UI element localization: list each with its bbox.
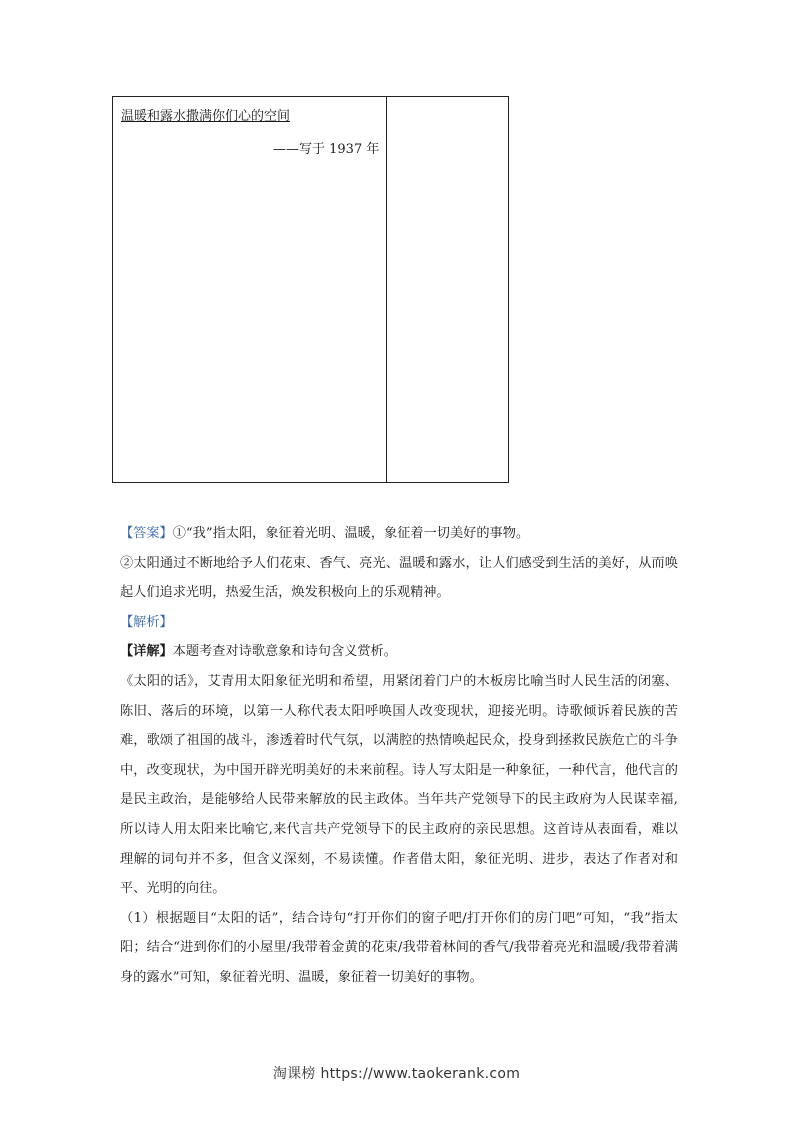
poem-table xyxy=(112,96,509,483)
answer-text-1: ①“我”指太阳，象征着光明、温暖，象征着一切美好的事物。 xyxy=(172,526,530,541)
footer-watermark: 淘课榜 https://www.taokerank.com xyxy=(272,1066,521,1082)
analysis-tag: 【解析】 xyxy=(120,614,173,630)
poem-last-line: 温暖和露水撒满你们心的空间 xyxy=(121,109,291,124)
answer-text-2: ②太阳通过不断地给予人们花束、香气、亮光、温暖和露水，让人们感受到生活的美好，从而唤起人们追求光明，热爱生活，焕发积极向上的乐观精神。 xyxy=(120,555,678,601)
answer-line-2 xyxy=(120,549,678,608)
detail-intro: 本题考查对诗歌意象和诗句含义赏析。 xyxy=(172,644,397,660)
answer-line-1 xyxy=(120,519,678,549)
analysis-heading xyxy=(120,608,678,638)
question-1-explanation: （1）根据题目“太阳的话”，结合诗句“打开你们的窗子吧/打开你们的房门吧”可知，“我”指太阳；结合“进到你们的小屋里/我带着金黄的花束/我带着林间的香气/我带着亮光和温暖/我带着满身的露水”可知，象征着光明、温暖，象征着一切美好的事物。 xyxy=(120,910,678,985)
poem-signature: ——写于 1937 年 xyxy=(273,142,380,157)
answer-tag: 【答案】 xyxy=(120,526,173,541)
detail-intro-line xyxy=(120,637,678,667)
detail-tag: 【详解】 xyxy=(120,644,173,660)
answer-explanation xyxy=(120,519,678,993)
table-column-divider xyxy=(386,97,387,482)
detail-body: 《太阳的话》，艾青用太阳象征光明和希望，用紧闭着门户的木板房比喻当时人民生活的闭塞、陈旧、落后的环境，以第一人称代表太阳呼唤国人改变现状，迎接光明。诗歌倾诉着民族的苦难，歌颂了祖国的战斗，渗透着时代气氛，以满腔的热情唤起民众，投身到拯救民族危亡的斗争中，改变现状，为中国开辟光明美好的未来前程。诗人写太阳是一种象征，一种代言，他代言的是民主政治，是能够给人民带来解放的民主政体。当年共产党领导下的民主政府为人民谋幸福,所以诗人用太阳来比喻它,来代言共产党领导下的民主政府的亲民思想。这首诗从表面看，难以理解的词句并不多，但含义深刻，不易读懂。作者借太阳，象征光明、进步，表达了作者对和平、光明的向往。 xyxy=(120,673,678,897)
